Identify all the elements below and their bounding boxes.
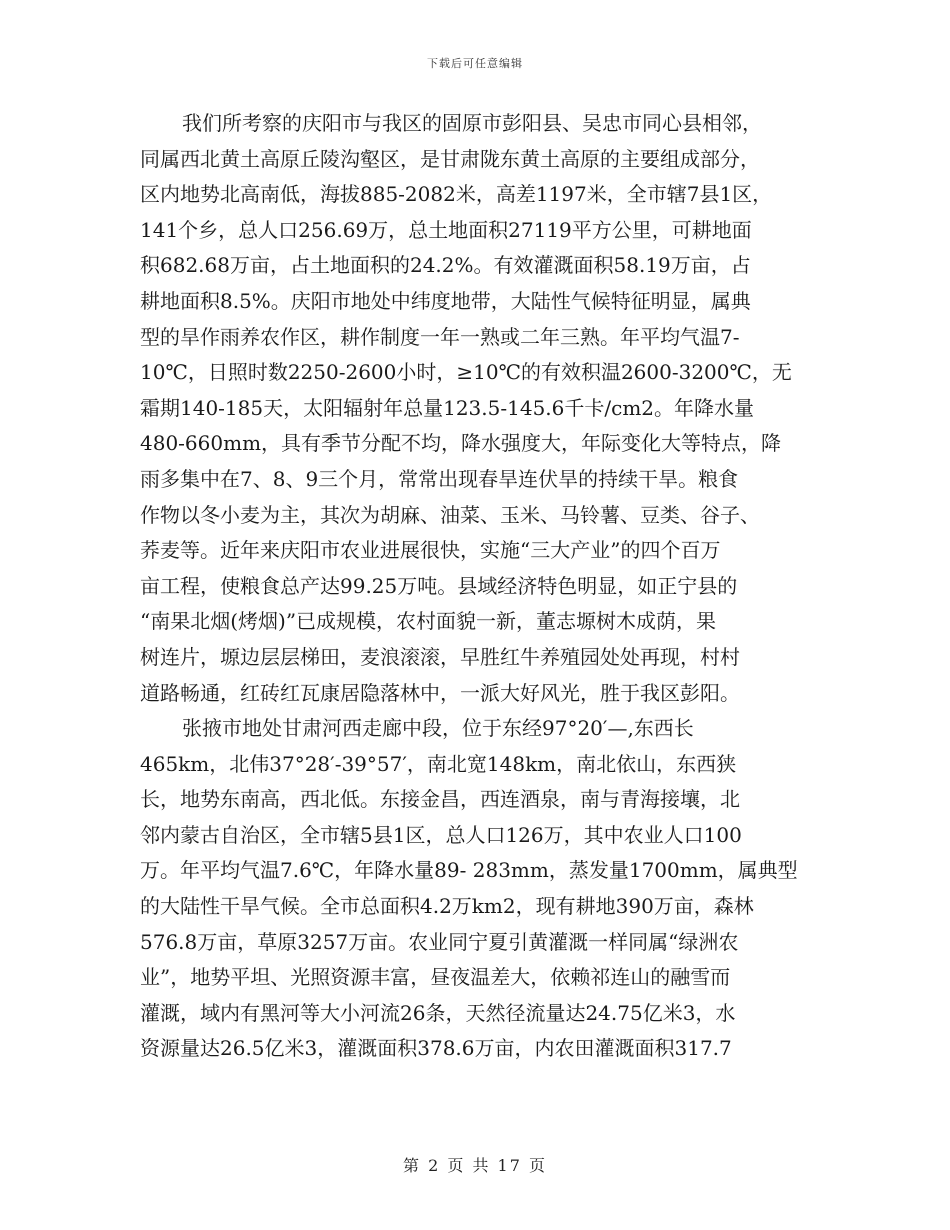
paragraph-line: 型的旱作雨养农作区，耕作制度一年一熟或二年三熟。年平均气温7- — [140, 324, 740, 349]
paragraph-line: 霜期140-185天，太阳辐射年总量123.5-145.6千卡/cm2。年降水量 — [140, 395, 755, 420]
page-header: 下载后可任意编辑 — [427, 57, 523, 70]
page-number-footer: 第 2 页 共 17 页 — [403, 1156, 547, 1175]
paragraph-line: 业”，地势平坦、光照资源丰富，昼夜温差大，依赖祁连山的融雪而 — [140, 965, 731, 990]
paragraph-line: 10℃，日照时数2250-2600小时，≥10℃的有效积温2600-3200℃，无 — [140, 360, 792, 385]
paragraph-line: 耕地面积8.5%。庆阳市地处中纬度地带，大陆性气候特征明显，属典 — [140, 288, 751, 313]
paragraph-line: 荞麦等。近年来庆阳市农业进展很快，实施“三大产业”的四个百万 — [140, 538, 721, 563]
paragraph-line: 我们所考察的庆阳市与我区的固原市彭阳县、吴忠市同心县相邻， — [182, 111, 762, 135]
paragraph-line: 资源量达26.5亿米3，灌溉面积378.6万亩，内农田灌溉面积317.7 — [140, 1036, 732, 1061]
paragraph-line: 亩工程，使粮食总产达99.25万吨。县域经济特色明显，如正宁县的 — [140, 573, 738, 598]
paragraph-line: 树连片，塬边层层梯田，麦浪滚滚，早胜红牛养殖园处处再现，村村 — [140, 644, 740, 669]
paragraph-line: 作物以冬小麦为主，其次为胡麻、油菜、玉米、马铃薯、豆类、谷子、 — [140, 502, 760, 527]
paragraph-line: 同属西北黄土高原丘陵沟壑区，是甘肃陇东黄土高原的主要组成部分， — [140, 146, 760, 171]
paragraph-line: 雨多集中在7、8、9三个月，常常出现春旱连伏旱的持续干旱。粮食 — [140, 466, 739, 491]
paragraph-line: 的大陆性干旱气候。全市总面积4.2万km2，现有耕地390万亩，森林 — [140, 894, 754, 919]
document-body — [140, 106, 820, 1067]
paragraph-line: “南果北烟(烤烟)”已成规模，农村面貌一新，董志塬树木成荫，果 — [140, 609, 717, 634]
paragraph-line: 区内地势北高南低，海拔885-2082米，高差1197米，全市辖7县1区， — [140, 182, 773, 207]
paragraph-line: 万。年平均气温7.6℃，年降水量89- 283mm，蒸发量1700mm，属典型 — [140, 858, 798, 883]
paragraph-line: 道路畅通，红砖红瓦康居隐落林中，一派大好风光，胜于我区彭阳。 — [140, 680, 740, 705]
paragraph-line: 465km，北伟37°28′-39°57′，南北宽148km，南北依山，东西狭 — [140, 751, 737, 776]
paragraph-line: 长，地势东南高，西北低。东接金昌，西连酒泉，南与青海接壤，北 — [140, 787, 740, 812]
paragraph-line: 张掖市地处甘肃河西走廊中段，位于东经97°20′—,东西长 — [182, 716, 694, 741]
paragraph-line: 480-660mm，具有季节分配不均，降水强度大，年际变化大等特点，降 — [140, 431, 782, 456]
paragraph-line: 邻内蒙古自治区，全市辖5县1区，总人口126万，其中农业人口100 — [140, 822, 742, 847]
paragraph-line: 141个乡，总人口256.69万，总土地面积27119平方公里，可耕地面 — [140, 217, 752, 242]
paragraph-line: 积682.68万亩，占土地面积的24.2%。有效灌溉面积58.19万亩，占 — [140, 253, 751, 278]
paragraph-line: 灌溉，域内有黑河等大小河流26条，天然径流量达24.75亿米3，水 — [140, 1000, 736, 1025]
paragraph-line: 576.8万亩，草原3257万亩。农业同宁夏引黄灌溉一样同属“绿洲农 — [140, 929, 739, 954]
